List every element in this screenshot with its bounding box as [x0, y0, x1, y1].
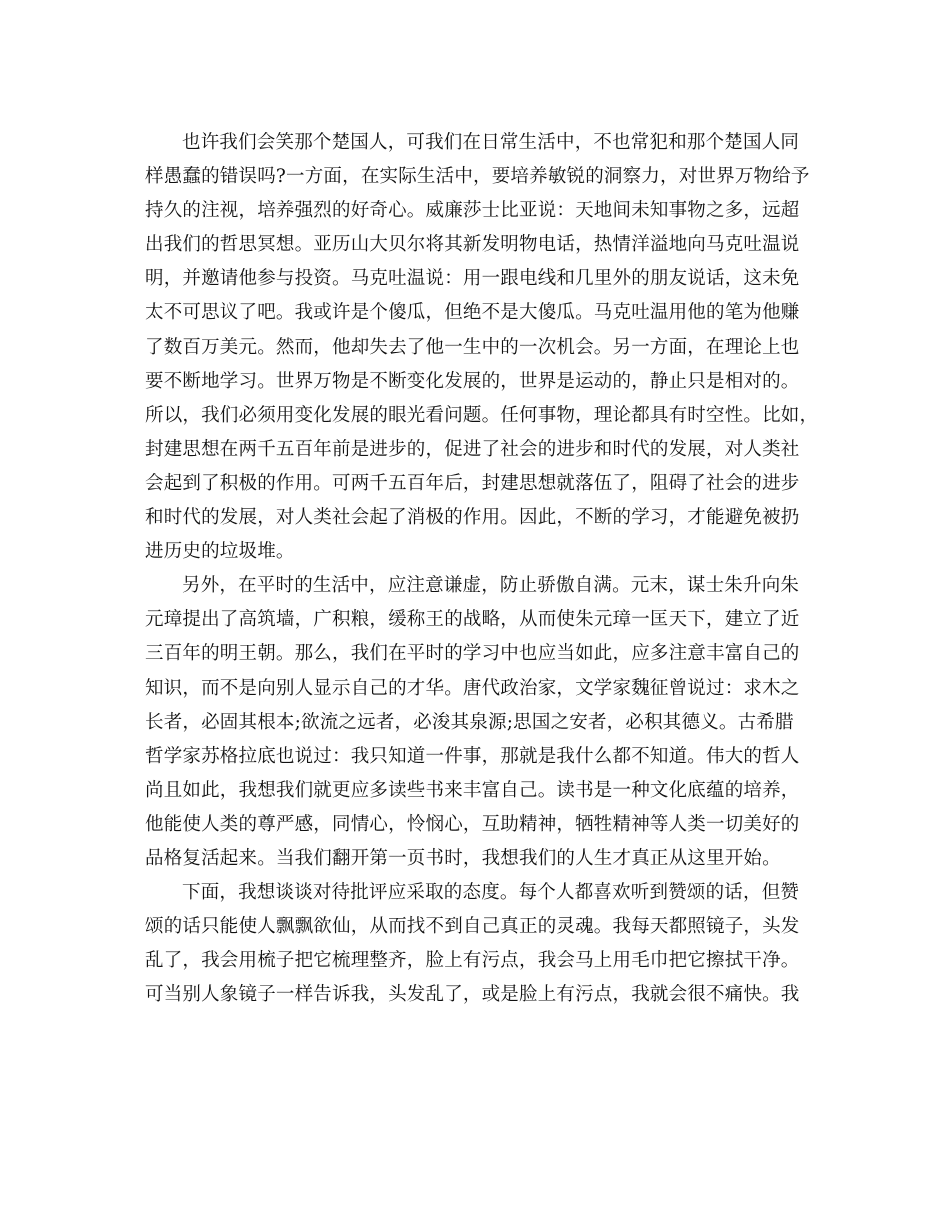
text-line: 元璋提出了高筑墙，广积粮，缓称王的战略，从而使朱元璋一匡天下，建立了近 [145, 609, 800, 631]
text-line: 持久的注视，培养强烈的好奇心。威廉莎士比亚说：天地间未知事物之多，远超 [145, 200, 800, 222]
text-line: 乱了，我会用梳子把它梳理整齐，脸上有污点，我会马上用毛巾把它擦拭干净。 [145, 950, 800, 972]
text-line: 封建思想在两千五百年前是进步的，促进了社会的进步和时代的发展，对人类社 [145, 438, 800, 460]
text-line: 要不断地学习。世界万物是不断变化发展的，世界是运动的，静止只是相对的。 [145, 370, 800, 392]
text-line: 了数百万美元。然而，他却失去了他一生中的一次机会。另一方面，在理论上也 [145, 336, 800, 358]
text-line: 尚且如此，我想我们就更应多读些书来丰富自己。读书是一种文化底蕴的培养， [145, 779, 800, 801]
text-line: 出我们的哲思冥想。亚历山大贝尔将其新发明物电话，热情洋溢地向马克吐温说 [145, 234, 800, 256]
text-line: 长者，必固其根本;欲流之远者，必浚其泉源;思国之安者，必积其德义。古希腊 [145, 711, 794, 733]
text-line: 样愚蠢的错误吗?一方面，在实际生活中，要培养敏锐的洞察力，对世界万物给予 [145, 166, 810, 188]
paragraph-1 [145, 126, 819, 569]
text-line: 进历史的垃圾堆。 [145, 541, 295, 563]
text-line: 三百年的明王朝。那么，我们在平时的学习中也应当如此，应多注意丰富自己的 [145, 643, 800, 665]
text-line: 也许我们会笑那个楚国人，可我们在日常生活中，不也常犯和那个楚国人同 [182, 132, 800, 153]
text-line: 会起到了积极的作用。可两千五百年后，封建思想就落伍了，阻碍了社会的进步 [145, 472, 800, 494]
text-line: 可当别人象镜子一样告诉我，头发乱了，或是脸上有污点，我就会很不痛快。我 [145, 984, 800, 1006]
text-line: 所以，我们必须用变化发展的眼光看问题。任何事物，理论都具有时空性。比如， [145, 404, 819, 426]
paragraph-2 [145, 569, 805, 876]
text-line: 太不可思议了吧。我或许是个傻瓜，但绝不是大傻瓜。马克吐温用他的笔为他赚 [145, 302, 800, 324]
text-line: 另外，在平时的生活中，应注意谦虚，防止骄傲自满。元末，谋士朱升向朱 [182, 575, 800, 597]
text-line: 品格复活起来。当我们翻开第一页书时，我想我们的人生才真正从这里开始。 [145, 847, 781, 869]
text-line: 他能使人类的尊严感，同情心，怜悯心，互助精神，牺牲精神等人类一切美好的 [145, 813, 800, 835]
text-line: 颂的话只能使人飘飘欲仙，从而找不到自己真正的灵魂。我每天都照镜子，头发 [145, 916, 800, 938]
document-body [145, 126, 819, 1012]
paragraph-3 [145, 876, 805, 1012]
text-line: 和时代的发展，对人类社会起了消极的作用。因此，不断的学习，才能避免被扔 [145, 507, 800, 529]
text-line: 明，并邀请他参与投资。马克吐温说：用一跟电线和几里外的朋友说话，这未免 [145, 268, 800, 290]
text-line: 哲学家苏格拉底也说过：我只知道一件事，那就是我什么都不知道。伟大的哲人 [145, 745, 800, 767]
text-line: 下面，我想谈谈对待批评应采取的态度。每个人都喜欢听到赞颂的话，但赞 [182, 882, 800, 904]
text-line: 知识，而不是向别人显示自己的才华。唐代政治家，文学家魏征曾说过：求木之 [145, 677, 800, 699]
